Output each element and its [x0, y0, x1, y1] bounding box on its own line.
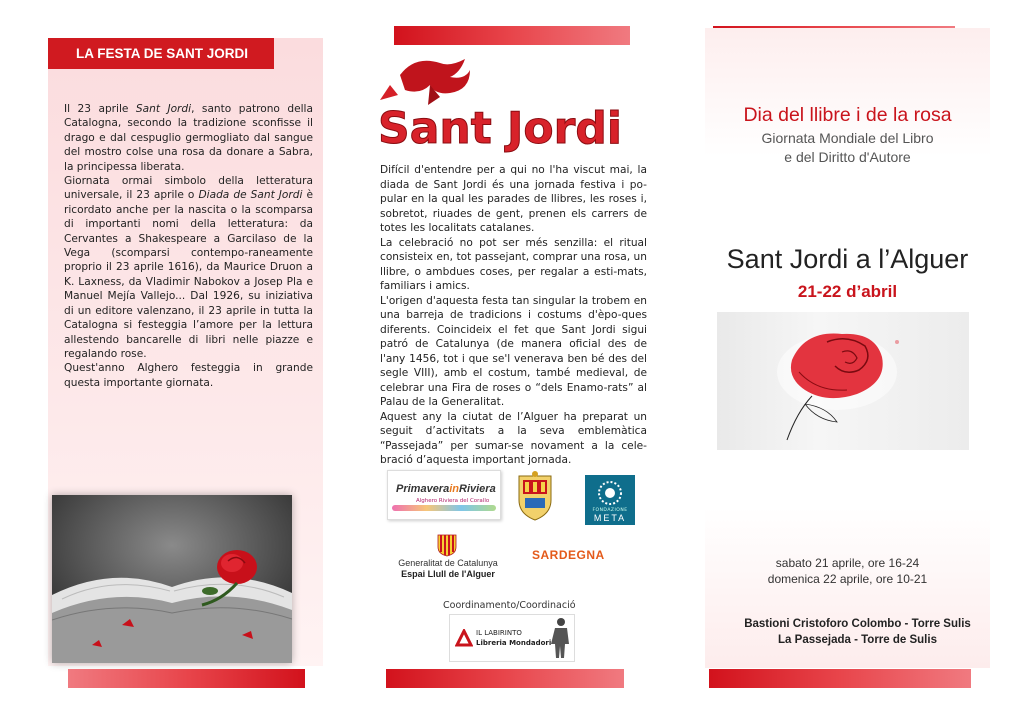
middle-body-text: [380, 163, 647, 468]
alghero-crest: [511, 470, 559, 522]
book-rose-photo: [52, 495, 292, 663]
sant-jordi-logo: [370, 55, 632, 155]
left-paragraph: Giornata ormai simbolo della letteratura universale, il 23 aprile o Diada de Sant Jordi è ricordato anche per la nascita o la scomparsa di importanti nomi della letteratura: da Cervantes a Shakespeare a Garcilaso de la Vega (scomparsi contempo-raneamente proprio il 23 aprile 1616), da Maurice Druon a K. Laxness, da Vladimir Nabokov a Josep Pla e Manuel Mejía Vallejo... Dal 1926, su iniziativa di un editore valenzano, il 23 aprile in tutta la Catalogna si festeggia l’amore per la lettura allestendo bancarelle di libri nelle piazze e regalando rose.: [64, 175, 314, 360]
left-paragraph: Quest'anno Alghero festeggia in grande questa importante giornata.: [64, 362, 313, 389]
cover-subheading-1: Giornata Mondiale del Libro: [761, 130, 934, 146]
logo-wordmark: Sant Jordi: [378, 103, 622, 154]
schedule-sunday: domenica 22 aprile, ore 10-21: [767, 572, 928, 586]
cover-heading: Dia del llibre i de la rosa: [743, 104, 952, 126]
section-title: LA FESTA DE SANT JORDI: [48, 38, 274, 69]
middle-paragraph: Difícil d'entendre per a qui no l'ha viscut mai, la diada de Sant Jordi és una jornada festiva i po-pular en la qual les parades de llibres, les roses i, sobretot, riuades de gent, prenen els carrers de totes les localitats catalanes.: [380, 164, 647, 234]
top-bar-middle: [394, 26, 630, 45]
left-paragraph: Il 23 aprile Sant Jordi, santo patrono della Catalogna, secondo la tradizione sconfisse il drago e dal cespuglio germogliato dal sangue del mostro colse una rosa da donare a Sabra, la principessa liberata.: [64, 103, 313, 173]
primavera-logo: PrimaverainRiviera Alghero Riviera del Corallo: [387, 470, 501, 520]
bottom-bar-middle: [386, 669, 624, 688]
event-dates: 21-22 d’abril: [797, 282, 898, 301]
fondazione-meta-logo: FONDAZIONE META: [585, 475, 635, 525]
middle-paragraph: Aquest any la ciutat de l’Alguer ha preparat un seguit d’activitats a la seva emblemàtica “Passejada” per sumar-se novament a la cele-bració d’aquesta important jornada.: [380, 410, 647, 466]
schedule-saturday: sabato 21 aprile, ore 16-24: [775, 556, 920, 570]
bottom-bar-left: [68, 669, 305, 688]
labirinto-logo: IL LABIRINTO Libreria Mondadori: [449, 614, 575, 662]
right-panel: [705, 28, 990, 668]
middle-paragraph: La celebració no pot ser més senzilla: el ritual consisteix en, tot passejant, comprar una rosa, un llibre, o ambdues coses, per regalar a esti-mats, familiars i amics.: [380, 236, 647, 292]
cover-subheading-2: e del Diritto d'Autore: [784, 149, 911, 165]
generalitat-logo: Generalitat de Catalunya Espai Llull de l'Alguer: [392, 533, 504, 581]
venue-line-2: La Passejada - Torre de Sulis: [778, 634, 937, 646]
sardegna-logo: SARDEGNA: [532, 548, 605, 562]
event-title: Sant Jordi a l’Alguer: [726, 244, 969, 274]
venue-line-1: Bastioni Cristoforo Colombo - Torre Sulis: [744, 618, 971, 630]
rose-illustration: [717, 312, 969, 450]
left-body-text: [64, 102, 313, 390]
bottom-bar-right: [709, 669, 971, 688]
middle-paragraph: L'origen d'aquesta festa tan singular la trobem en una barreja de tradicions i costums d'èpo-ques diferents. Coincideix el fet que Sant Jordi sigui patró de Catalunya (de manera oficial des de l'any 1456, tot i que se'l venerava ben bé des del segle VIII), amb el costum, també medieval, de celebrar una Fira de roses o “dels Enamo-rats” al Palau de la Generalitat.: [380, 294, 647, 408]
left-panel: [48, 38, 323, 666]
coordination-label: Coordinamento/Coordinació: [443, 600, 576, 611]
